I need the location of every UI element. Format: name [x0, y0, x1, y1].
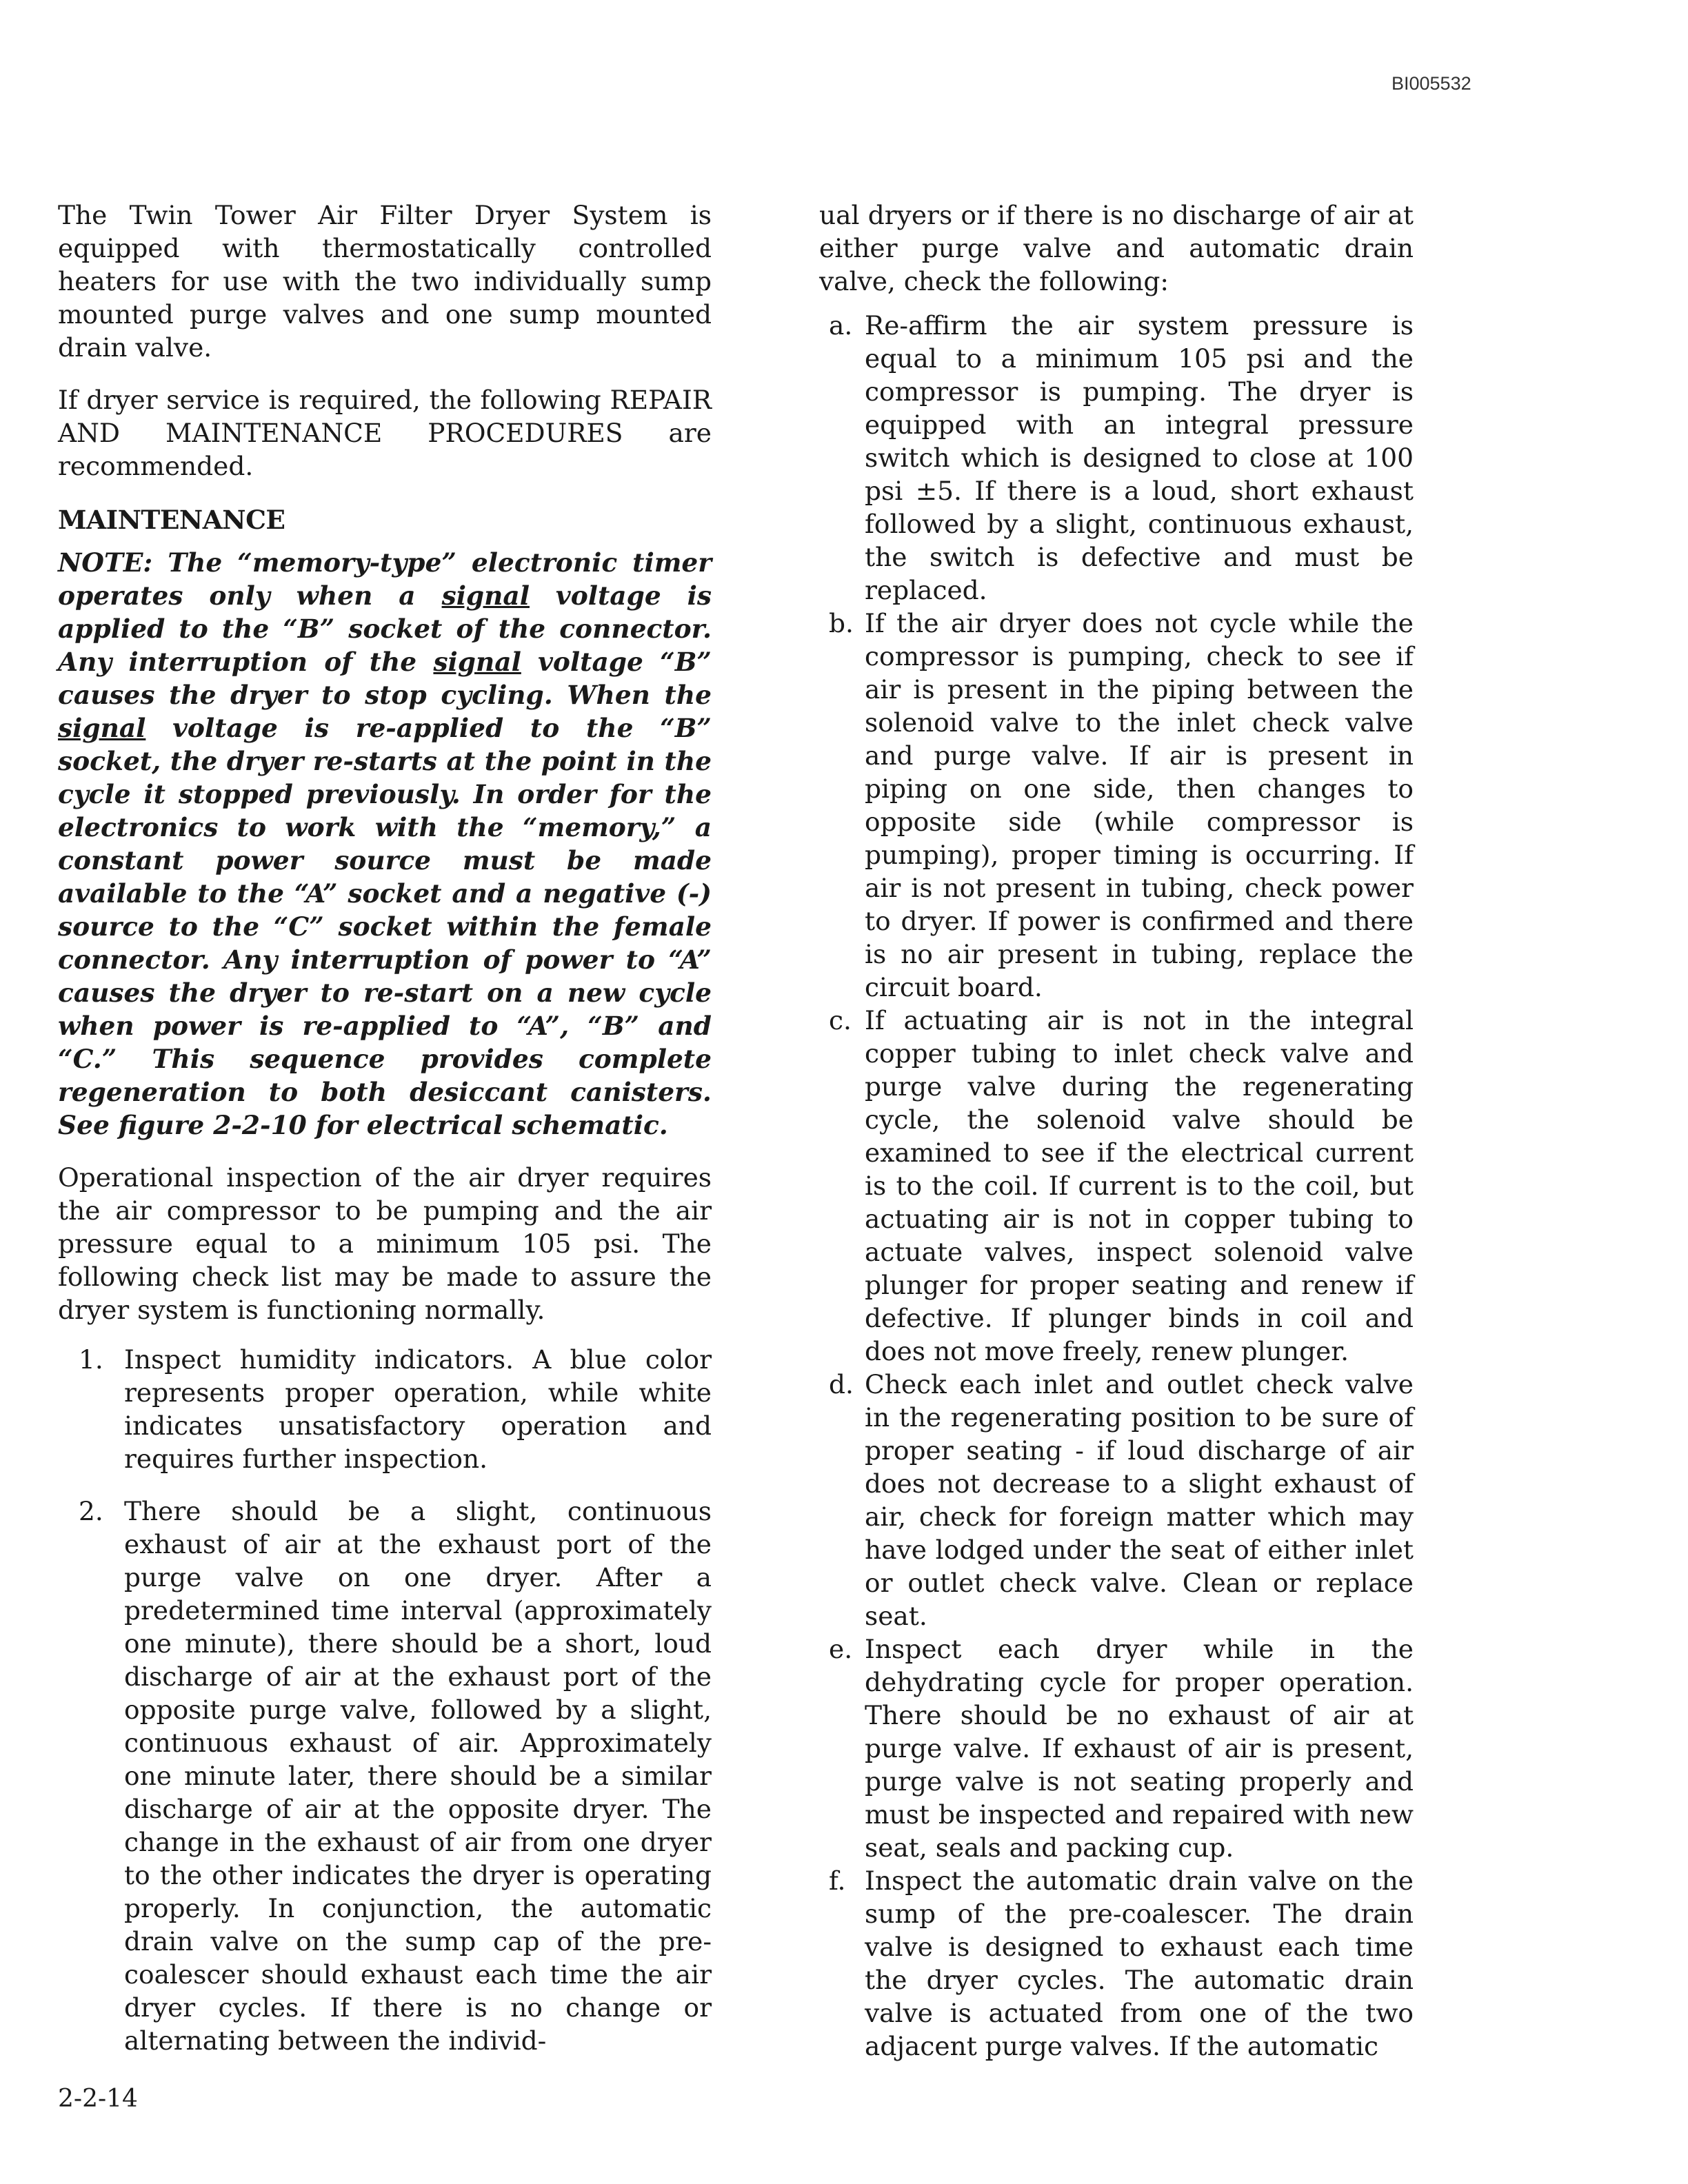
- maintenance-heading: MAINTENANCE: [58, 505, 285, 535]
- note-signal-3: signal: [58, 713, 146, 743]
- right-column: [819, 199, 1414, 2063]
- intro-paragraph: The Twin Tower Air Filter Dryer System is equipped with thermostatically controlled heaters for use with the two individually sump mounted purge valves and one sump mounted drain valve.: [58, 200, 712, 363]
- list-letter: a.: [829, 310, 853, 341]
- list-item: [79, 1495, 712, 2057]
- note-text-c: voltage “B” causes the dryer to stop cycling. When the: [58, 647, 712, 710]
- list-item: [819, 1632, 1414, 1864]
- list-letter: f.: [829, 1866, 846, 1896]
- list-number: 1.: [79, 1344, 103, 1375]
- list-letter: c.: [829, 1005, 852, 1035]
- list-letter: d.: [829, 1369, 854, 1399]
- document-id: BI005532: [1391, 73, 1471, 94]
- lettered-checklist: [819, 309, 1414, 2063]
- note-paragraph: [58, 546, 712, 1142]
- list-letter: e.: [829, 1634, 853, 1664]
- list-item: [79, 1343, 712, 1475]
- operational-paragraph: Operational inspection of the air dryer requires the air compressor to be pumping and the air pressure equal to a minimum 105 psi. The following check list may be made to assure the dryer system is functioning normally.: [58, 1162, 712, 1325]
- note-text-d: voltage is re-applied to the “B” socket, the dryer re-starts at the point in the cycle it stopped previously. In order for the electronics to work with the “memory,” a constant power source must be made available to the “A” socket and a negative (-) source to the “C” socket within the female connector. Any interruption of power to “A” causes the dryer to re-start on a new cycle when power is re-applied to “A”, “B” and “C.” This sequence provides complete regeneration to both desiccant canisters. See figure 2-2-10 for electrical schematic.: [58, 713, 712, 1140]
- list-item-text: Inspect each dryer while in the dehydrating cycle for proper operation. There should be no exhaust of air at purge valve. If exhaust of air is present, purge valve is not seating properly and must be inspected and repaired with new seat, seals and packing cup.: [865, 1634, 1414, 1863]
- note-text-a: NOTE: The “memory-type” electronic timer operates only when a: [58, 547, 712, 611]
- list-item-text: If actuating air is not in the integral copper tubing to inlet check valve and purge valve during the regenerating cycle, the solenoid valve should be examined to see if the electrical current is to the coil. If current is to the coil, but actuating air is not in copper tubing to actuate valves, inspect solenoid valve plunger for proper seating and renew if defective. If plunger binds in coil and does not move freely, renew plunger.: [865, 1005, 1414, 1366]
- page-number: 2-2-14: [58, 2085, 138, 2113]
- list-item-text: Re-affirm the air system pressure is equal to a minimum 105 psi and the compressor is pumping. The dryer is equipped with an integral pressure switch which is designed to close at 100 psi ±5. If there is a loud, short exhaust followed by a slight, continuous exhaust, the switch is defective and must be replaced.: [865, 310, 1414, 605]
- list-item-text: There should be a slight, continuous exhaust of air at the exhaust port of the purge valve on one dryer. After a predetermined time interval (approximately one minute), there should be a short, loud discharge of air at the exhaust port of the opposite purge valve, followed by a slight, continuous exhaust of air. Approximately one minute later, there should be a similar discharge of air at the opposite dryer. The change in the exhaust of air from one dryer to the other indicates the dryer is operating properly. In conjunction, the automatic drain valve on the sump cap of the pre-coalescer should exhaust each time the air dryer cycles. If there is no change or alternating between the individ-: [124, 1496, 712, 2056]
- list-item: [819, 1368, 1414, 1632]
- numbered-checklist: [79, 1343, 712, 2057]
- list-item-text: Inspect humidity indicators. A blue color represents proper operation, while white indicates unsatisfactory operation and requires further inspection.: [124, 1344, 712, 1474]
- list-item: [819, 607, 1414, 1004]
- list-item: [819, 1004, 1414, 1368]
- note-signal-1: signal: [441, 580, 530, 611]
- left-column: [58, 199, 712, 2076]
- list-item: [819, 309, 1414, 607]
- list-item: [819, 1864, 1414, 2063]
- list-number: 2.: [79, 1496, 103, 1526]
- note-text-b: voltage is applied to the “B” socket of the connector. Any interruption of the: [58, 580, 712, 677]
- list-item-text: If the air dryer does not cycle while the compressor is pumping, check to see if air is present in the piping between the solenoid valve to the inlet check valve and purge valve. If air is present in piping on one side, then changes to opposite side (while compressor is pumping), proper timing is occurring. If air is not present in tubing, check power to dryer. If power is confirmed and there is no air present in tubing, replace the circuit board.: [865, 608, 1414, 1002]
- list-item-text: Inspect the automatic drain valve on the sump of the pre-coalescer. The drain valve is designed to exhaust each time the dryer cycles. The automatic drain valve is actuated from one of the two adjacent purge valves. If the automatic: [865, 1866, 1414, 2061]
- note-signal-2: signal: [433, 647, 521, 677]
- list-item-text: Check each inlet and outlet check valve in the regenerating position to be sure of proper seating - if loud discharge of air does not decrease to a slight exhaust of air, check for foreign matter which may have lodged under the seat of either inlet or outlet check valve. Clean or replace seat.: [865, 1369, 1414, 1631]
- service-paragraph: If dryer service is required, the following REPAIR AND MAINTENANCE PROCEDURES are recommended.: [58, 385, 712, 481]
- list-letter: b.: [829, 608, 854, 638]
- continuation-paragraph: ual dryers or if there is no discharge of air at either purge valve and automatic drain valve, check the following:: [819, 200, 1414, 296]
